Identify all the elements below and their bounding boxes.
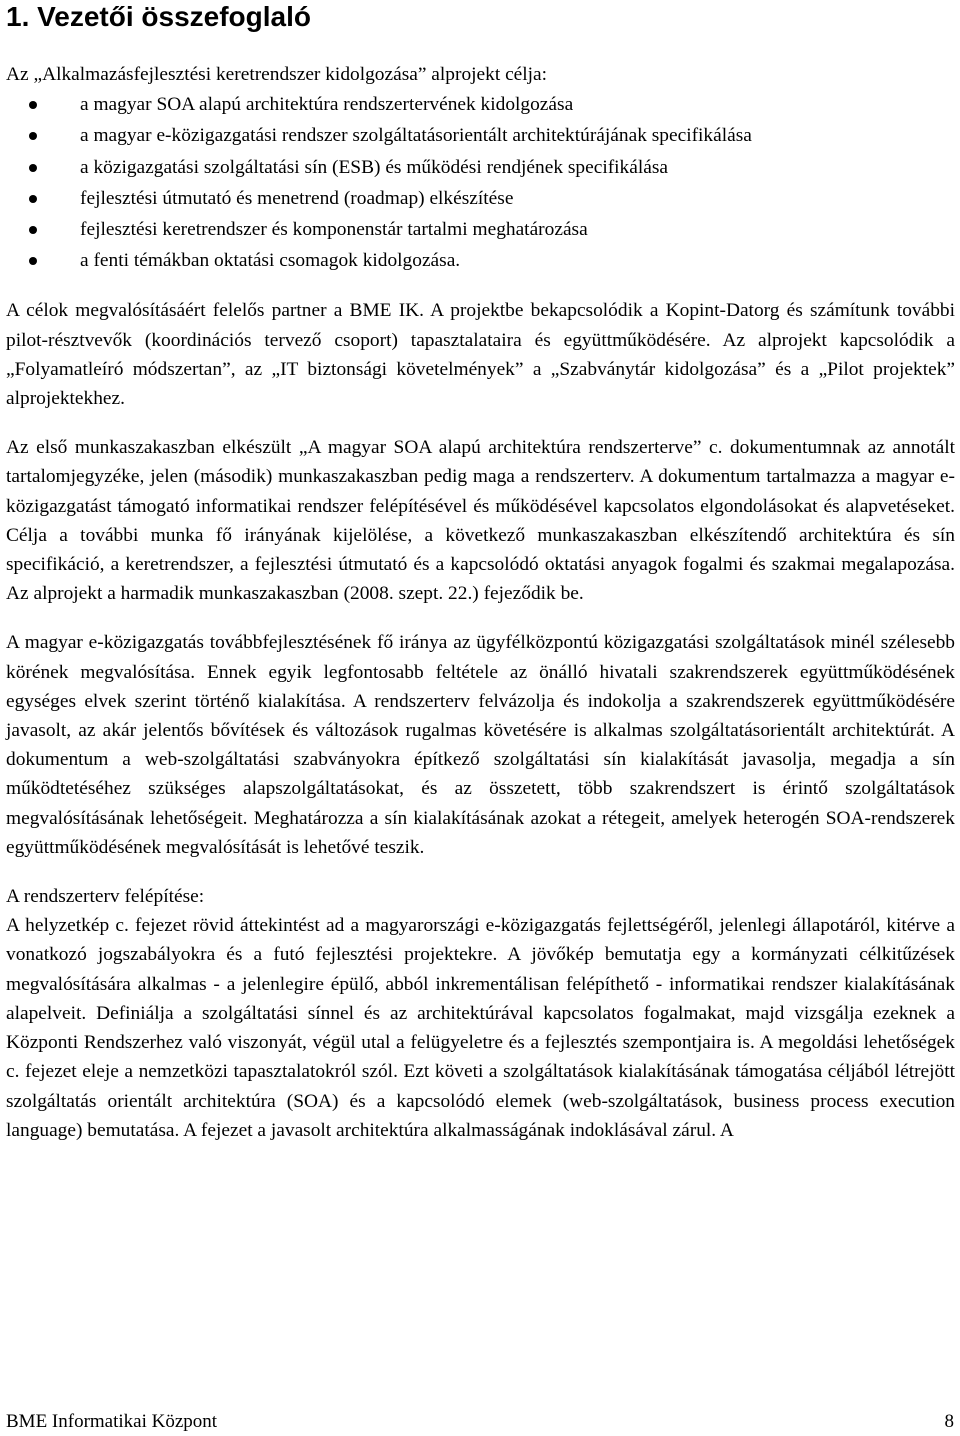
direction-paragraph: A magyar e-közigazgatás továbbfejlesztésének fő iránya az ügyfélközpontú közigazgatási szolgáltatások minél szélesebb körének megvalósítása. Ennek egyik legfontosabb feltétele az önálló hivatali szakrendszerek együttműködésének egységes elvek szerint történő kialakítása. A rendszerterv felvázolja és indokolja a szakrendszerek együttműködésére javasolt, az akár jelentős bővítések és változások rugalmas követésére is alkalmas szolgáltatásorientált architektúrát. A dokumentum a web-szolgáltatási szabványokra építkező szolgáltatási sín kialakítását javasolja, megadja a sín működtetéséhez szükséges alapszolgáltatásokat, és az összetett, több szakrendszert is érintő szolgáltatások megvalósításának lehetőségeit. Meghatározza a sín kialakításának azokat a rétegeit, amelyek heterogén SOA-rendszerek együttműködésének megvalósítását is lehetővé teszik. [6,632,955,858]
structure-paragraph: A helyzetkép c. fejezet rövid áttekintést ad a magyarországi e-közigazgatás fejlettségéről, jelenlegi állapotáról, kitérve a vonatkozó jogszabályokra és a futó fejlesztési projektekre. A jövőkép bemutatja egy a kormányzati célkitűzések megvalósítására alkalmas - a jelenlegire épülő, abból inkrementálisan felépíthető - informatikai rendszer kialakításának alapelveit. Definiálja a szolgáltatási sínnel és az architektúrával kapcsolatos fogalmakat, majd vizsgálja ezeknek a Központi Rendszerhez való viszonyát, végül utal a felügyeletre és a fejlesztés szempontjaira is. A megoldási lehetőségek c. fejezet eleje a nemzetközi tapasztalatokról szól. Ezt követi a szolgáltatások kialakításának támogatása céljából létrejött szolgáltatás orientált architektúra (SOA) és a kapcsolódó elemek (web-szolgáltatások, business process execution language) bemutatása. A fejezet a javasolt architektúra alkalmasságának indoklásával zárul. A [6,915,955,1141]
list-item [6,89,955,120]
bullet-icon [29,101,37,109]
intro-paragraph: Az „Alkalmazásfejlesztési keretrendszer kidolgozása” alprojekt célja: [6,64,548,85]
structure-title: A rendszerterv felépítése: [6,886,205,908]
list-item-text: a magyar e-közigazgatási rendszer szolgáltatásorientált architektúrájának specifikálása [80,125,752,147]
list-item [6,214,955,245]
list-item-text: a közigazgatási szolgáltatási sín (ESB) és működési rendjének specifikálása [80,156,668,178]
list-item-text: fejlesztési útmutató és menetrend (roadmap) elkészítése [80,187,514,209]
list-item [6,120,955,151]
bullet-icon [29,257,37,265]
list-item-text: fejlesztési keretrendszer és komponenstár tartalmi meghatározása [80,219,588,241]
footer-organization: BME Informatikai Központ [6,1411,218,1432]
list-item-text: a fenti témákban oktatási csomagok kidolgozása. [80,250,461,272]
page-number: 8 [944,1411,954,1432]
document-page [6,0,955,1145]
first-phase-paragraph: Az első munkaszakaszban elkészült „A magyar SOA alapú architektúra rendszerterve” c. dokumentumnak az annotált tartalomjegyzéke, jelen (második) munkaszakaszban pedig maga a rendszerterv. A dokumentum tartalmazza a magyar e-közigazgatást támogató informatikai rendszer felépítésével és működésével kapcsolatos elgondolásokat és alapvetéseket. Célja a további munka fő irányának kijelölése, a következő munkaszakaszban elkészítendő architektúra és sín specifikáció, a keretrendszer, a fejlesztési útmutató és a kapcsolódó oktatási anyagok fogalmi és szakmai megalapozása. Az alprojekt a harmadik munkaszakaszban (2008. szept. 22.) fejeződik be. [6,437,955,605]
list-item [6,183,955,214]
list-item-text: a magyar SOA alapú architektúra rendszertervének kidolgozása [80,94,574,116]
goals-list [6,89,955,276]
bullet-icon [29,164,37,172]
list-item [6,152,955,183]
bullet-icon [29,195,37,203]
list-item [6,245,955,276]
section-heading: 1. Vezetői összefoglaló [6,1,311,32]
partner-paragraph: A célok megvalósításáért felelős partner a BME IK. A projektbe bekapcsolódik a Kopint-Datorg és számítunk további pilot-résztvevők (koordinációs tervező csoport) tapasztalataira és együttműködésére. Az alprojekt kapcsolódik a „Folyamatleíró módszertan”, az „IT biztonsági követelmények” a „Szabványtár kidolgozása” és a „Pilot projektek” alprojektekhez. [6,300,955,410]
bullet-icon [29,226,37,234]
bullet-icon [29,132,37,140]
